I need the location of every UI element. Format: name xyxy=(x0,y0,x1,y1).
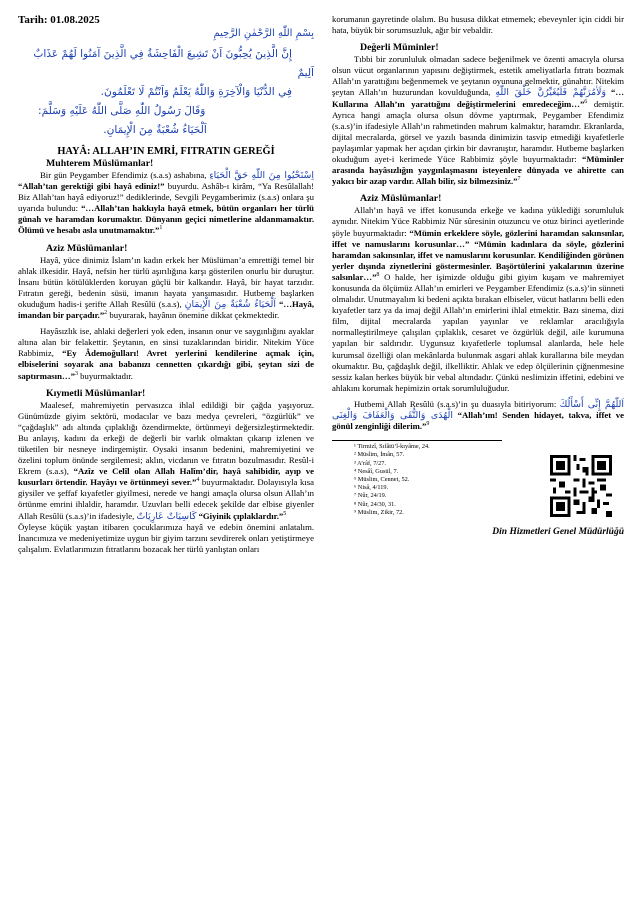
signature: Din Hizmetleri Genel Müdürlüğü xyxy=(492,527,624,538)
paragraph: korumanın gayretinde olalım. Bu hususa dikkat etmemek; ebeveynler için ciddi bir hata, büyük bir sorumsuzluk, ağır bir vebaldir. xyxy=(332,14,624,36)
arabic-verse-2: فِي الدُّنْيَا وَالْآخِرَةِ وَاللّٰهُ يَعْلَمُ وَاَنْتُمْ لَا تَعْلَمُونَ. xyxy=(100,86,292,98)
paragraph: Hutbemi Allah Resûlü (s.a.s)’in şu duasıyla bitiriyorum: اَللّٰهُمَّ إِنِّى أَسْأَلُكَ الْهُدَى وَالتُّقَى وَالْعَفَافَ وَالْغِنَى “Allah’ım! Senden hidayet, takva, iffet ve gönül zenginliği dilerim.”$^9$ xyxy=(332,398,625,432)
footnote: ⁶ Nisâ, 4/119. xyxy=(354,484,389,492)
paragraph: Maalesef, mahremiyetin pervasızca ihlal edildiği bir çağda yaşıyoruz. Günümüzde giyim sektörü, modacılar ve bazı medya çevreleri, “özgürlük” ve “çağdaşlık” adı altında çıplaklığı özendirmekte, örtünmeyi değersizleştirmektedir. Bu anlayış, kadını da erkeği de değerli bir varlık olmaktan çıkarıp izlenen ve tüketilen bir nesneye indirgemiştir. Oysaki insanın bedenini, mahremiyetini ve özelini toplum önünde sergilemesi; aklın, vicdanın ve fıtratın bozulmasıdır. Resûl-i Ekrem (s.a.s), “Azîz ve Celîl olan Allah Halîm’dir, hayâ sahibidir, ayıp ve kusurları örtendir. Hayâyı ve örtünmeyi sever.”$^4$ buyurmaktadır. Dolayısıyla kısa giysiler ve şeffaf kıyafetler giyilmesi, nerede ve hangi amaçla olursa olsun Allah’ın örtünme emrini ihlaldir, haramdır. Uzuvları belli edecek şekilde dar elbise giyenler Allah Resûlü (s.a.s)’in ifadesiyle, كَاسِيَاتٌ عَارِيَاتٌ “Giyinik çıplaklardır.”$^5$ xyxy=(18,399,315,522)
paragraph: Hayâ, yüce dinimiz İslam’ın kadın erkek her Müslüman’a emrettiği temel bir ahlak ilkesidir. Hayâ, nefsin her türlü aşırılığına karşı gösterilen onurlu bir duruştur. İnsanı bütün kötülüklerden koruyan güçlü bir kalkandır. Hayâ, bir hayat tarzıdır. Fıtratın gereği, bedenin süsü, imanın hayata yansımasıdır. Hutbeme başlarken okuduğum hadis-i şerifte Allah Resûlü (s.a.s), اَلْحَيَاءُ شُعْبَةٌ مِنَ الْإِيمَانِ “…Hayâ, imandan bir parçadır.”$^2$ buyurarak, hayânın önemine dikkat çekmektedir. xyxy=(18,254,314,321)
section-heading: Kıymetli Müslümanlar! xyxy=(46,387,146,399)
basmala: بِسْمِ اللّٰهِ الرَّحْمٰنِ الرَّحِيمِ xyxy=(213,28,314,39)
section-heading: Değerli Müminler! xyxy=(360,42,439,54)
date-label: Tarih: 01.08.2025 xyxy=(18,14,100,26)
footnote: ⁵ Müslim, Cennet, 52. xyxy=(354,476,410,483)
footnote: ¹ Tirmizî, Sıfâtü’l-kıyâme, 24. xyxy=(354,443,430,451)
arabic-hadith: اَلْحَيَاءُ شُعْبَةٌ مِنَ الْإِيمَانِ. xyxy=(103,124,207,136)
right-column xyxy=(332,14,624,543)
footer xyxy=(332,443,624,543)
footnote: ⁹ Müslim, Zikir, 72. xyxy=(354,508,404,516)
section-heading: Aziz Müslümanlar! xyxy=(46,242,128,254)
paragraph: Öyleyse küçük yaştan itibaren çocuklarımıza hayâ ve edebin önemini anlatalım. İnancımıza ve medeniyetimize uygun bir giyim tarzını sevdirerek onları yetiştirmeye çalışalım. Evlatlarımızın fıtratlarını bozacak her türlü yanlıştan onları xyxy=(18,521,314,554)
footnote: ³ A’râf, 7/27. xyxy=(354,459,386,467)
footnote: ⁷ Nûr, 24/19. xyxy=(354,492,387,500)
arabic-hadith-intro: وَقَالَ رَسُولُ اللّٰهِ صَلَّى اللّٰهُ عَلَيْهِ وَسَلَّمَ: xyxy=(38,105,206,117)
footnote-list xyxy=(332,443,512,517)
footnote: ² Müslim, İmân, 57. xyxy=(354,451,405,459)
section-heading: Aziz Müslümanlar! xyxy=(360,193,442,205)
paragraph: Hayâsızlık ise, ahlaki değerleri yok eden, insanın onur ve saygınlığını ayaklar altına alan bir felakettir. Şeytanın, en sinsi tuzaklarından biridir. Nitekim Yüce Rabbimiz, “Ey Âdemoğulları! Avret yerlerini kendilerine açmak için, elbiselerini soyarak ana babanızı cennetten çıkardığı gibi, şeytan sizi de saptırmasın…”$^3$ buyurmaktadır. xyxy=(18,326,314,381)
footnote-divider xyxy=(332,440,502,441)
left-column xyxy=(18,14,314,555)
paragraph: Bir gün Peygamber Efendimiz (s.a.s) ashabına, اِسْتَحْيُوا مِنَ اللّٰهِ حَقَّ الْحَيَاءِ “Allah’tan gerektiği gibi hayâ ediniz!” buyurdu. Ashâb-ı kirâm, “Ya Resûlallah! Biz Allah’tan hayâ ediyoruz!” dediklerinde, Sevgili Peygamberimiz (s.a.s) onlara şu uyarıda bulundu: “…Allah’tan hakkıyla hayâ etmek, bütün organları her türlü günah ve haramdan korumaktır. Dünyanın geçici nimetlerine aldanmamaktır. Ölümü ve hesabı asla unutmamaktır.”$^1$ xyxy=(18,170,314,236)
footnote: ⁴ Nesâî, Gusül, 7. xyxy=(354,467,399,475)
footnote: ⁸ Nûr, 24/30, 31. xyxy=(354,500,396,508)
qr-code[interactable] xyxy=(550,455,612,517)
paragraph: Tıbbi bir zorunluluk olmadan sadece beğenilmek ve özenti amacıyla olursa olsun vücut organlarının yapısını değiştirmek, estetik ameliyatlarla fıtratı bozmak Allah’ın yarattığını beğenmemek ve şeytanın oyununa gelmektir, günahtır. Nitekim şeytan Allah’ın huzurundan kovulduğunda, وَلَاٰمُرَنَّهُمْ فَلَيُغَيِّرُنَّ خَلْقَ اللّٰهِ “…Kullarına Allah’ın yarattığını değiştirmelerini emredeceğim…”$^6$ demiştir. Ayrıca hangi amaçla olursa olsun dövme yaptırmak, Peygamber Efendimiz (s.a.s)’in ifadesiyle Allah’ın rahmetinden mahrum kalmaktır, haramdır. Ekranlarda, dijital mecralarda, görsel ve yazılı basında dinimizin tasvip etmediği kıyafetlerle paylaşımlar yapmak her açıdan çirkin bir davranıştır, haramdır. Hutbeme başlarken okuduğum ayet-i kerimede Yüce Rabbimiz şöyle buyurmaktadır: “Müminler arasında hayâsızlığın yaygınlaşmasını isteyenlere dünyada ve ahirette can yakıcı bir azap vardır. Allah bilir, siz bilmezsiniz.”$^7$ xyxy=(332,54,625,187)
arabic-verse-1: إِنَّ الَّذِينَ يُحِبُّونَ اَنْ تَشِيعَ الْفَاحِشَةُ فِي الَّذِينَ آمَنُوا لَهُمْ عَذَابٌ اَلِيمٌ xyxy=(33,48,314,79)
paragraph: Allah’ın hayâ ve iffet konusunda erkeğe ve kadına yüklediği sorumluluk aynıdır. Nitekim Yüce Rabbimiz Nûr sûresinin otuzuncu ve otuz birinci ayetlerinde şöyle buyurmaktadır: “Mümin erkeklere söyle, gözlerini haramdan sakınsınlar, iffet ve namuslarını korusunlar…” “Mümin kadınlara da söyle, gözlerini haramdan sakınsınlar, iffet ve namuslarını korusunlar. Kendiliğinden görünen yerler dışında ziynetlerini göstermesinler. Başörtülerini yakalarının üzerine salsınlar…”$^8$ O halde, her işimizde olduğu gibi giyim kuşam ve mahremiyet konusunda da ölçümüz Allah’ın emirleri ve Peygamber Efendimiz (s.a.s)’in sünneti olmalıdır. Unutmayalım ki bedeni açıkta bırakan elbiseler, vücut hatlarını belli eden kıyafetler tarz ya da imaj değil Allah’ın emirlerini ihlal etmektir. Bazı sinema, dizi film, dijital mecralarda yapılan yayınlar ve reklamlar aracılığıyla normalleştirilmeye çalışılan çıplaklık, cesaret ve özgürlük değil, aile kurumuna yapılan bir saldırıdır. Uygunsuz kıyafetlerle toplumsal alanlarda, hele hele kurumsal özelliği olan mekânlarda bulunmak asgari ahlak kurallarına bile meydan okumaktır. Bu, çağdaşlık değil, ilkelliktir. Ahlak ve edep ölçülerinin çiğnenmesine sessiz kalan herkes büyük bir vebal altındadır. Çünkü neslimizin iffetini, edebini ve ahlakını korumak hepimizin ortak sorumluluğudur. xyxy=(332,205,624,393)
section-heading: Muhterem Müslümanlar! xyxy=(46,158,154,169)
page-title: HAYÂ: ALLAH’IN EMRİ, FITRATIN GEREĞİ xyxy=(57,146,275,157)
